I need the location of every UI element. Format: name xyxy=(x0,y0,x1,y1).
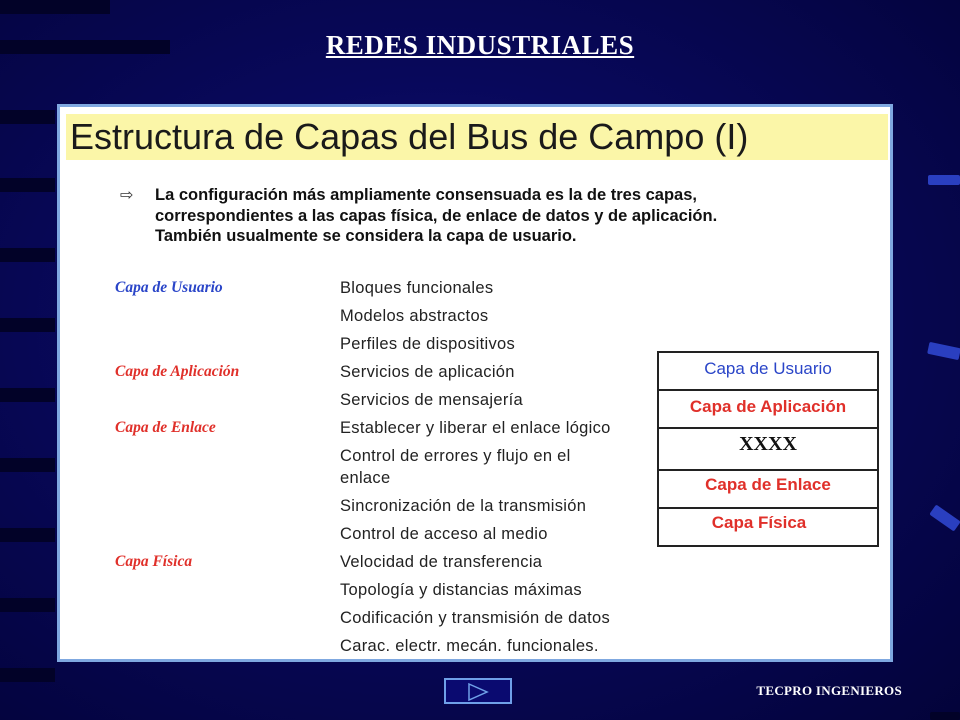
feature-item: Velocidad de transferencia xyxy=(340,553,543,571)
feature-item: Carac. electr. mecán. funcionales. xyxy=(340,637,599,655)
stack-divider xyxy=(659,469,879,471)
layer-label: Capa de Usuario xyxy=(115,279,223,296)
decor-stripe xyxy=(0,598,55,612)
feature-item: Topología y distancias máximas xyxy=(340,581,582,599)
decor-stripe xyxy=(0,248,55,262)
decor-stripe xyxy=(0,458,55,472)
arrow-bullet-icon: ⇨ xyxy=(120,185,134,204)
feature-item: Control de errores y flujo en el xyxy=(340,447,571,465)
layer-label: Capa de Aplicación xyxy=(115,363,240,380)
decor-stripe xyxy=(0,668,55,682)
stack-cell: Capa de Usuario xyxy=(704,359,832,378)
layer-label: Capa Física xyxy=(115,553,193,570)
play-next-icon xyxy=(466,683,490,701)
decor-stripe xyxy=(0,178,55,192)
layer-stack-diagram xyxy=(657,351,879,547)
decor-mark xyxy=(927,342,960,360)
page-title-link[interactable]: REDES INDUSTRIALES xyxy=(325,30,635,60)
decor-stripe xyxy=(0,110,55,124)
stack-cell: XXXX xyxy=(739,433,797,455)
intro-line: La configuración más ampliamente consensuada es la de tres capas, xyxy=(155,186,697,204)
feature-item: Control de acceso al medio xyxy=(340,525,548,543)
decor-stripe xyxy=(0,318,55,332)
feature-item: Sincronización de la transmisión xyxy=(340,497,587,515)
stack-cell: Capa de Aplicación xyxy=(689,397,847,416)
feature-item: Establecer y liberar el enlace lógico xyxy=(340,419,611,437)
feature-item: enlace xyxy=(340,469,391,487)
feature-item: Modelos abstractos xyxy=(340,307,489,325)
feature-item: Perfiles de dispositivos xyxy=(340,335,516,353)
footer-brand: TECPRO INGENIEROS xyxy=(756,683,902,698)
feature-item: Servicios de mensajería xyxy=(340,391,523,409)
intro-paragraph xyxy=(155,185,855,247)
slide-panel xyxy=(57,104,893,662)
slide-heading: Estructura de Capas del Bus de Campo (I) xyxy=(70,116,749,157)
next-slide-button[interactable] xyxy=(444,678,512,704)
decor-mark xyxy=(928,175,960,185)
decor-stripe xyxy=(0,528,55,542)
intro-line: correspondientes a las capas física, de enlace de datos y de aplicación. xyxy=(155,206,718,225)
stack-divider xyxy=(659,389,879,391)
stack-divider xyxy=(659,507,879,509)
intro-line: También usualmente se considera la capa de usuario. xyxy=(155,227,577,245)
slide-heading-bar xyxy=(66,114,888,160)
decor-stripe xyxy=(0,0,110,14)
stack-cell: Capa Física xyxy=(711,513,807,532)
decor-mark xyxy=(929,504,960,531)
stack-cell: Capa de Enlace xyxy=(705,475,831,494)
stack-divider xyxy=(659,427,879,429)
decor-stripe xyxy=(0,388,55,402)
feature-item: Codificación y transmisión de datos xyxy=(340,609,611,627)
layer-label: Capa de Enlace xyxy=(115,419,216,436)
feature-item: Servicios de aplicación xyxy=(340,363,515,381)
decor-mark xyxy=(930,712,960,720)
feature-item: Bloques funcionales xyxy=(340,279,494,297)
